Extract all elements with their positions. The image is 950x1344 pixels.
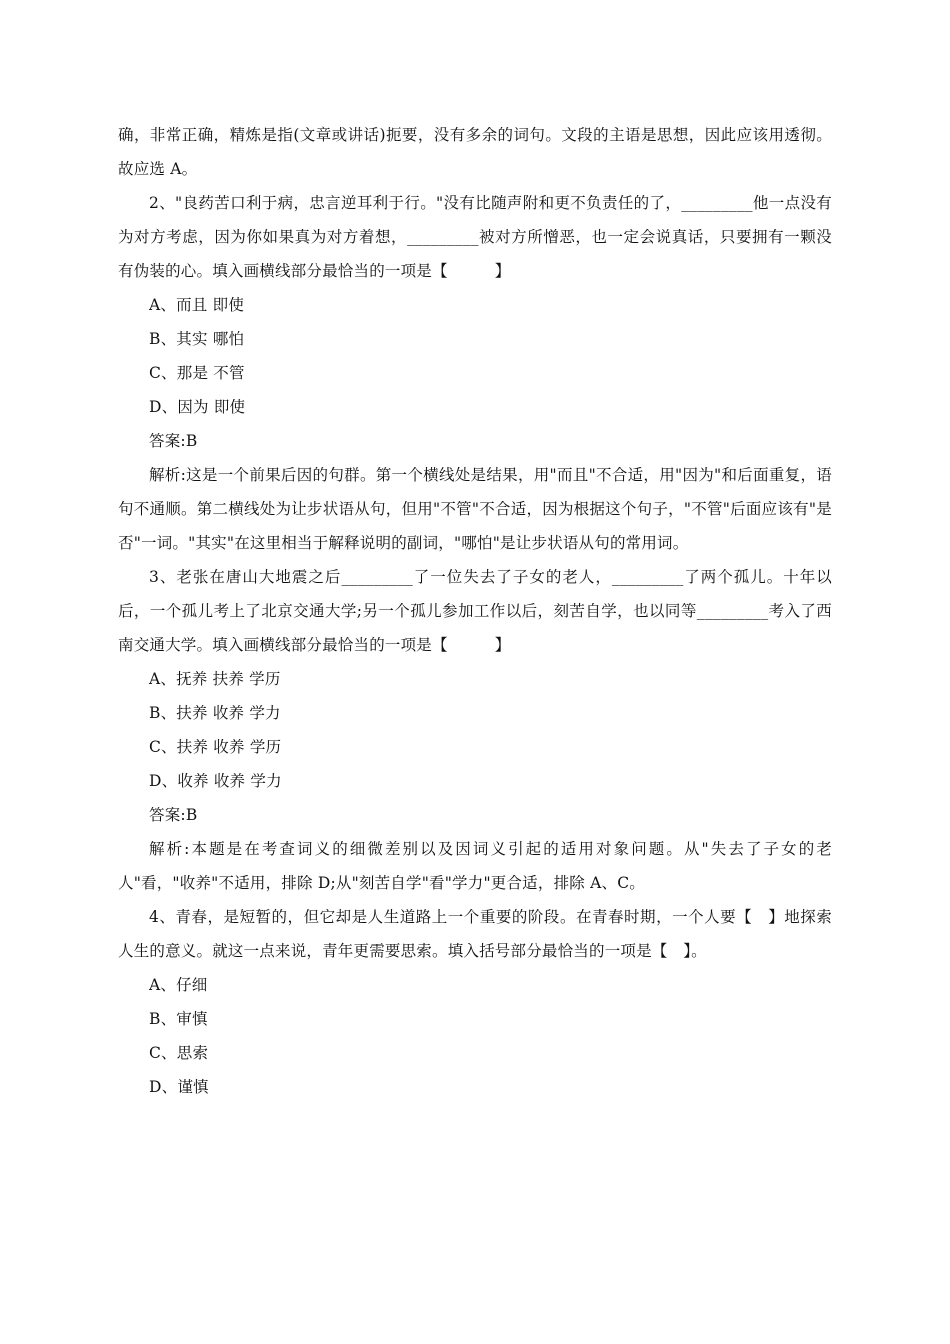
question-3-option-b: B、扶养 收养 学力: [149, 704, 281, 722]
document-body: [118, 118, 832, 1104]
question-4-stem: 4、青春，是短暂的，但它却是人生道路上一个重要的阶段。在青春时期，一个人要【 】地探索人生的意义。就这一点来说，青年更需要思索。填入括号部分最恰当的一项是【 】。: [118, 908, 832, 960]
question-2-analysis: 解析:这是一个前果后因的句群。第一个横线处是结果，用"而且"不合适，用"因为"和后面重复，语句不通顺。第二横线处为让步状语从句，但用"不管"不合适，因为根据这个句子，"不管"后面应该有"是否"一词。"其实"在这里相当于解释说明的副词，"哪怕"是让步状语从句的常用词。: [118, 466, 832, 552]
question-3-answer: 答案:B: [149, 806, 198, 824]
question-2-option-a: A、而且 即使: [149, 296, 245, 314]
question-2-option-d: D、因为 即使: [149, 398, 246, 416]
question-3-stem: 3、老张在唐山大地震之后_________了一位失去了子女的老人，_________了两个孤儿。十年以后，一个孤儿考上了北京交通大学;另一个孤儿参加工作以后，刻苦自学，也以同等_________考入了西南交通大学。填入画横线部分最恰当的一项是【 】: [118, 568, 832, 654]
question-4-option-d: D、谨慎: [149, 1078, 209, 1096]
paragraph-prev-analysis-end: 确，非常正确，精炼是指(文章或讲话)扼要，没有多余的词句。文段的主语是思想，因此应该用透彻。故应选 A。: [118, 126, 832, 178]
question-3-option-c: C、扶养 收养 学历: [149, 738, 282, 756]
question-4-option-b: B、审慎: [149, 1010, 208, 1028]
question-3-option-a: A、抚养 扶养 学历: [149, 670, 281, 688]
question-4-option-c: C、思索: [149, 1044, 209, 1062]
question-3-analysis: 解析:本题是在考查词义的细微差别以及因词义引起的适用对象问题。从"失去了子女的老人"看，"收养"不适用，排除 D;从"刻苦自学"看"学力"更合适，排除 A、C。: [118, 840, 832, 892]
question-2-answer: 答案:B: [149, 432, 198, 450]
question-3-option-d: D、收养 收养 学力: [149, 772, 282, 790]
question-2-option-b: B、其实 哪怕: [149, 330, 245, 348]
question-2-stem: 2、"良药苦口利于病，忠言逆耳利于行。"没有比随声附和更不负责任的了，_________他一点没有为对方考虑，因为你如果真为对方着想，_________被对方所憎恶，也一定会说真话，只要拥有一颗没有伪装的心。填入画横线部分最恰当的一项是【 】: [118, 194, 832, 280]
question-2-option-c: C、那是 不管: [149, 364, 245, 382]
question-4-option-a: A、仔细: [149, 976, 208, 994]
